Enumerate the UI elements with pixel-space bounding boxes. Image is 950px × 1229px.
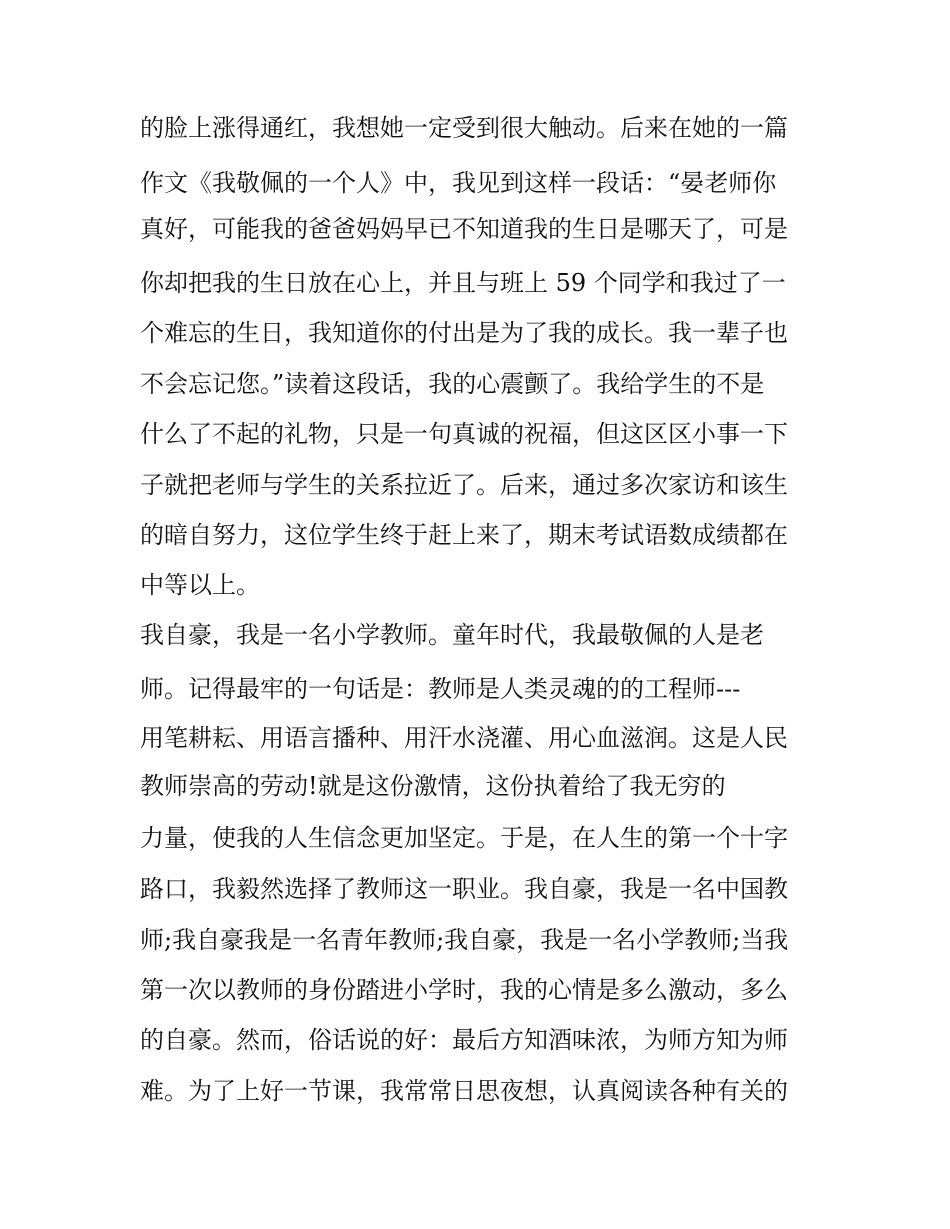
text-line: 用笔耕耘、用语言播种、用汗水浇灌、用心血滋润。这是人民 bbox=[140, 724, 788, 752]
text-line: 什么了不起的礼物，只是一句真诚的祝福，但这区区小事一下 bbox=[140, 420, 788, 448]
text-line: 路口，我毅然选择了教师这一职业。我自豪，我是一名中国教 bbox=[140, 875, 788, 903]
text-line: 难。为了上好一节课，我常常日思夜想，认真阅读各种有关的 bbox=[140, 1077, 788, 1105]
text-line: 的自豪。然而，俗话说的好：最后方知酒味浓，为师方知为师 bbox=[140, 1026, 788, 1054]
text-line: 中等以上。 bbox=[140, 571, 260, 599]
text-line: 作文《我敬佩的一个人》中，我见到这样一段话：“晏老师你 bbox=[140, 169, 777, 197]
text-line: 我自豪，我是一名小学教师。童年时代，我最敬佩的人是老 bbox=[140, 621, 764, 649]
text-line: 不会忘记您。”读着这段话，我的心震颤了。我给学生的不是 bbox=[140, 370, 765, 398]
text-line: 你却把我的生日放在心上，并且与班上 59 个同学和我过了一 bbox=[140, 269, 786, 297]
text-line: 师;我自豪我是一名青年教师;我自豪，我是一名小学教师;当我 bbox=[140, 926, 789, 954]
text-line: 子就把老师与学生的关系拉近了。后来，通过多次家访和该生 bbox=[140, 471, 788, 499]
text-line: 师。记得最牢的一句话是：教师是人类灵魂的的工程师--- bbox=[140, 675, 741, 703]
text-line: 真好，可能我的爸爸妈妈早已不知道我的生日是哪天了，可是 bbox=[140, 215, 788, 243]
text-line: 力量，使我的人生信念更加坚定。于是，在人生的第一个十字 bbox=[140, 824, 788, 852]
text-line: 个难忘的生日，我知道你的付出是为了我的成长。我一辈子也 bbox=[140, 319, 788, 347]
text-line: 教师崇高的劳动!就是这份激情，这份执着给了我无穷的 bbox=[140, 772, 726, 800]
text-line: 第一次以教师的身份踏进小学时，我的心情是多么激动，多么 bbox=[140, 976, 788, 1004]
text-line: 的暗自努力，这位学生终于赶上来了，期末考试语数成绩都在 bbox=[140, 521, 788, 549]
text-line: 的脸上涨得通红，我想她一定受到很大触动。后来在她的一篇 bbox=[140, 114, 788, 142]
